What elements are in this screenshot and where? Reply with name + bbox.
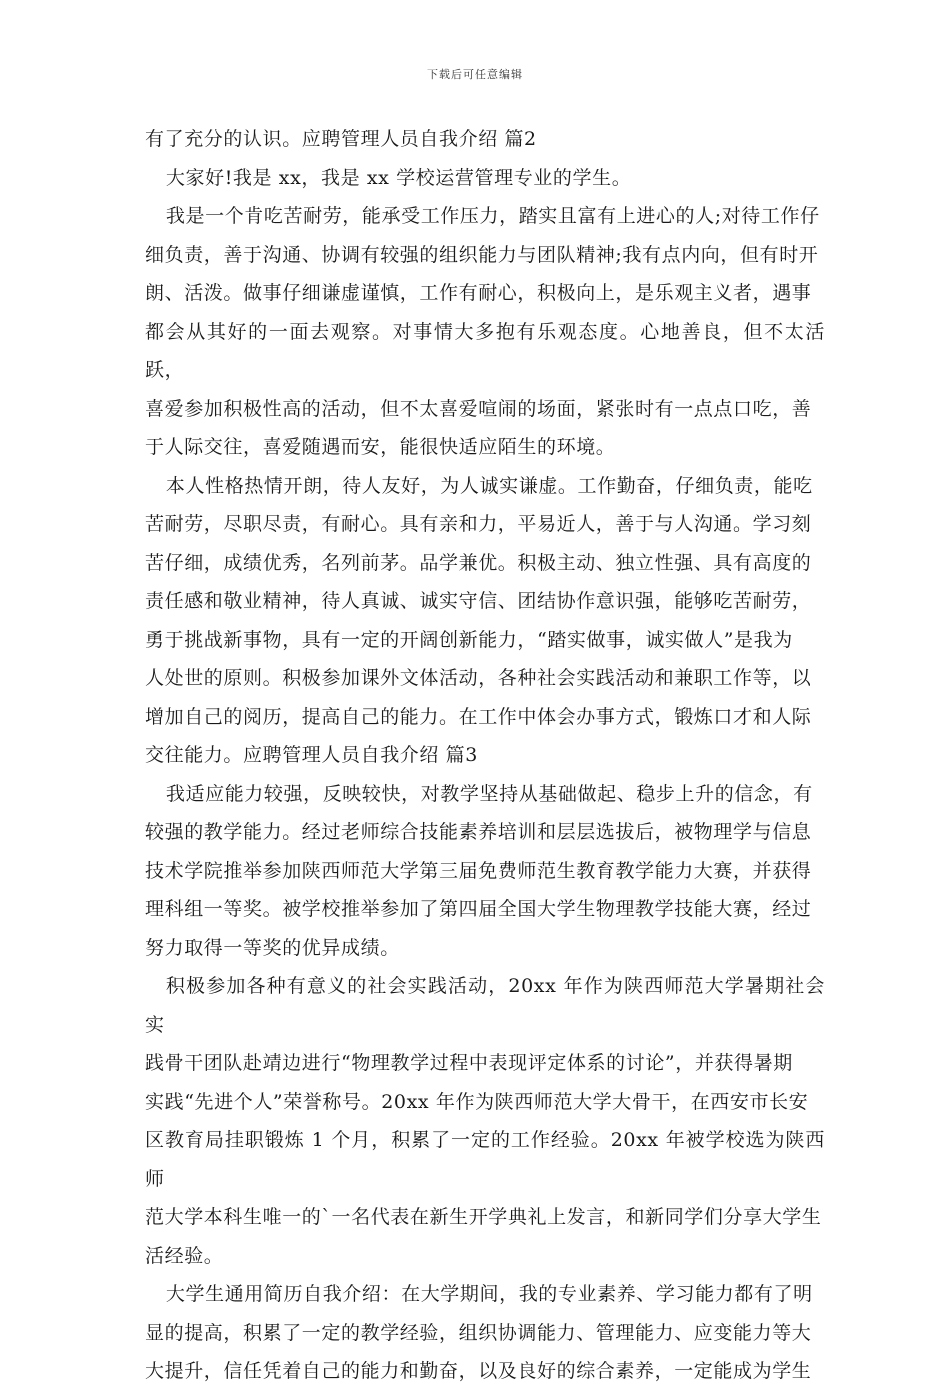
text-line: 技术学院推举参加陕西师范大学第三届免费师范生教育教学能力大赛，并获得 [145, 859, 812, 882]
text-line: 苦仔细，成绩优秀，名列前茅。品学兼优。积极主动、独立性强、具有高度的 [145, 551, 812, 574]
header-note: 下载后可任意编辑 [427, 68, 523, 81]
text-line: 范大学本科生唯一的`一名代表在新生开学典礼上发言，和新同学们分享大学生 [145, 1206, 822, 1228]
paragraph-7 [145, 1275, 825, 1391]
text-line: 大提升，信任凭着自己的能力和勤奋，以及良好的综合素养，一定能成为学生 [145, 1360, 812, 1382]
text-line: 苦耐劳，尽职尽责，有耐心。具有亲和力，平易近人，善于与人沟通。学习刻 [145, 513, 812, 535]
text-line: 区教育局挂职锻炼 1 个月，积累了一定的工作经验。20xx 年被学校选为陕西师 [145, 1129, 825, 1190]
document-body [145, 120, 825, 1391]
text-line: 实践“先进个人”荣誉称号。20xx 年作为陕西师范大学大骨干，在西安市长安 [145, 1090, 809, 1113]
text-line: 本人性格热情开朗，待人友好，为人诚实谦虚。工作勤奋，仔细负责，能吃 [165, 474, 813, 497]
text-line: 积极参加各种有意义的社会实践活动，20xx 年作为陕西师范大学暑期社会实 [145, 975, 825, 1036]
text-line: 践骨干团队赴靖边进行“物理教学过程中表现评定体系的讨论”，并获得暑期 [145, 1052, 793, 1074]
text-line: 增加自己的阅历，提高自己的能力。在工作中体会办事方式，锻炼口才和人际 [145, 705, 812, 728]
paragraph-1 [145, 120, 825, 159]
text-line: 责任感和敬业精神，待人真诚、诚实守信、团结协作意识强，能够吃苦耐劳， [145, 590, 812, 612]
paragraph-6 [145, 967, 825, 1275]
text-line: 于人际交往，喜爱随遇而安，能很快适应陌生的环境。 [145, 436, 616, 458]
text-line: 细负责，善于沟通、协调有较强的组织能力与团队精神;我有点内向，但有时开 [145, 243, 819, 266]
text-line: 朗、活泼。做事仔细谦虚谨慎，工作有耐心，积极向上，是乐观主义者，遇事 [145, 282, 812, 304]
text-line: 大学生通用简历自我介绍：在大学期间，我的专业素养、学习能力都有了明 [165, 1283, 813, 1305]
paragraph-5 [145, 775, 825, 968]
text-line: 人处世的原则。积极参加课外文体活动，各种社会实践活动和兼职工作等，以 [145, 667, 812, 689]
text-line: 勇于挑战新事物，具有一定的开阔创新能力，“踏实做事，诚实做人”是我为 [145, 628, 793, 651]
text-line: 喜爱参加积极性高的活动，但不太喜爱喧闹的场面，紧张时有一点点口吃，善 [145, 397, 812, 420]
text-line: 大家好!我是 xx，我是 xx 学校运营管理专业的学生。 [165, 166, 632, 189]
text-line: 活经验。 [145, 1244, 224, 1267]
text-line: 显的提高，积累了一定的教学经验，组织协调能力、管理能力、应变能力等大 [145, 1321, 812, 1344]
text-line: 理科组一等奖。被学校推举参加了第四届全国大学生物理教学技能大赛，经过 [145, 898, 812, 920]
text-line: 较强的教学能力。经过老师综合技能素养培训和层层选拔后，被物理学与信息 [145, 821, 812, 843]
text-line: 都会从其好的一面去观察。对事情大多抱有乐观态度。心地善良，但不太活跃， [145, 320, 825, 381]
text-line: 有了充分的认识。应聘管理人员自我介绍 篇2 [145, 128, 537, 150]
text-line: 我适应能力较强，反映较快，对教学坚持从基础做起、稳步上升的信念，有 [165, 782, 813, 805]
text-line: 交往能力。应聘管理人员自我介绍 篇3 [145, 744, 478, 766]
text-line: 我是一个肯吃苦耐劳，能承受工作压力，踏实且富有上进心的人;对待工作仔 [165, 205, 820, 227]
text-line: 努力取得一等奖的优异成绩。 [145, 936, 400, 959]
paragraph-2 [145, 159, 825, 198]
paragraph-4 [145, 467, 825, 775]
paragraph-3 [145, 197, 825, 467]
